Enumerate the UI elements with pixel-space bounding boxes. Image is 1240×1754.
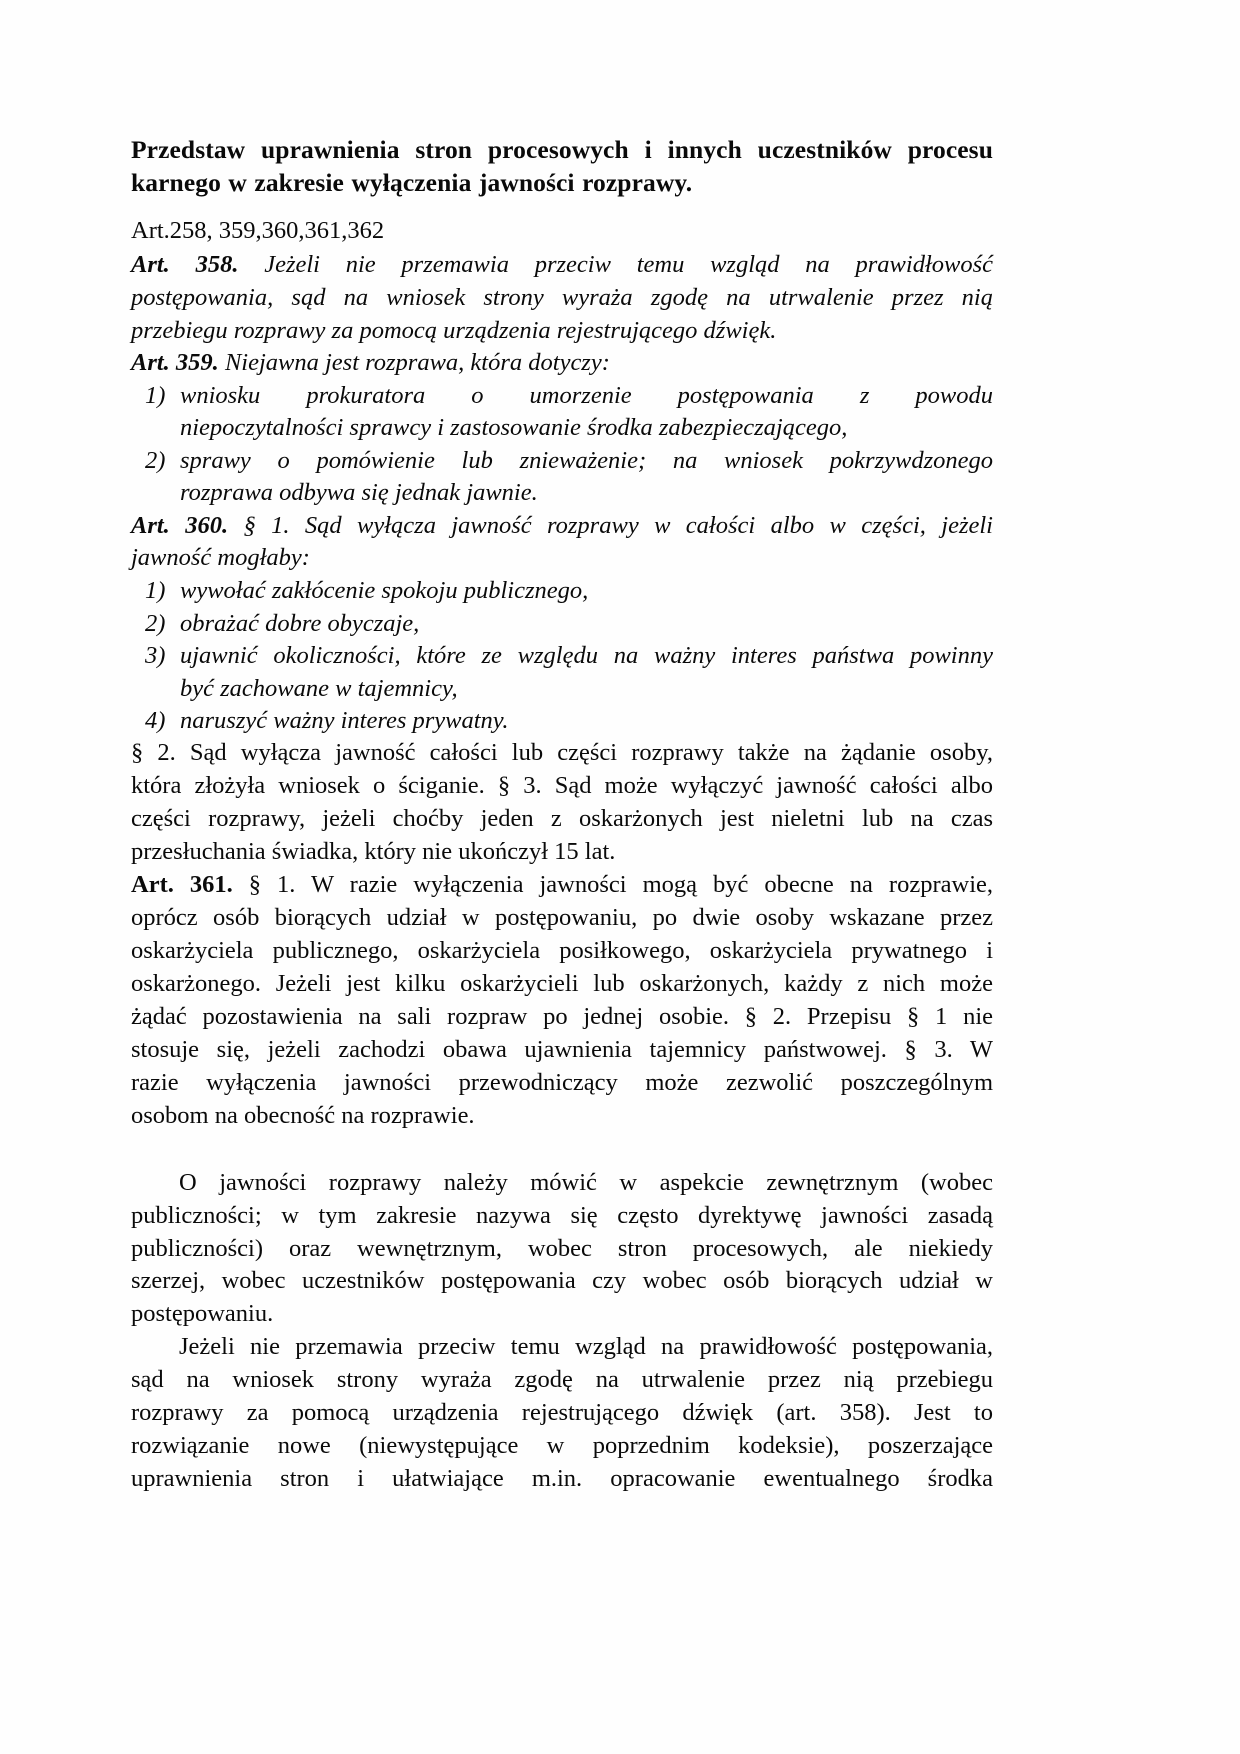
article-360-p2-line-4: przesłuchania świadka, który nie ukończył 15 lat. <box>131 838 616 866</box>
article-361-line-1 <box>131 869 993 902</box>
list-marker: 2) <box>145 446 166 474</box>
list-item-line-1: wywołać zakłócenie spokoju publicznego, <box>180 577 589 605</box>
article-361-text-1: § 1. W razie wyłączenia jawności mogą być obecne na rozprawie, <box>232 871 993 899</box>
page-title-line-1: Przedstaw uprawnienia stron procesowych i innych uczestników procesu <box>131 135 993 164</box>
list-item-line-1: sprawy o pomówienie lub znieważenie; na wniosek pokrzywdzonego <box>180 446 993 474</box>
list-item-line-2: być zachowane w tajemnicy, <box>180 674 458 702</box>
article-360-paragraph-2 <box>131 737 993 869</box>
list-marker: 4) <box>145 706 166 734</box>
commentary-1-text-1: O jawności rozprawy należy mówić w aspekcie zewnętrznym (wobec <box>179 1168 993 1196</box>
article-360-p2-line-3: części rozprawy, jeżeli choćby jeden z oskarżonych jest nieletni lub na czas <box>131 805 993 833</box>
commentary-1-line-3: publiczności) oraz wewnętrznym, wobec stron procesowych, ale niekiedy <box>131 1234 993 1262</box>
commentary-2-line-5: uprawnienia stron i ułatwiające m.in. opracowanie ewentualnego środka <box>131 1465 993 1493</box>
paragraph-spacer <box>131 1133 993 1167</box>
list-item-line-1: naruszyć ważny interes prywatny. <box>180 706 509 734</box>
article-359-label: Art. 359. <box>131 349 219 377</box>
article-358 <box>131 249 993 347</box>
page-title-line-2: karnego w zakresie wyłączenia jawności rozprawy. <box>131 168 693 198</box>
list-item-line-1: ujawnić okoliczności, które ze względu na ważny interes państwa powinny <box>180 642 993 670</box>
article-reference: Art.258, 359,360,361,362 <box>131 217 385 245</box>
commentary-2-text-1: Jeżeli nie przemawia przeciw temu wzgląd na prawidłowość postępowania, <box>179 1333 993 1361</box>
list-item <box>131 640 993 705</box>
article-361-line-8: osobom na obecność na rozprawie. <box>131 1101 475 1129</box>
commentary-1-line-1 <box>131 1167 993 1200</box>
article-360-lead-text-1: § 1. Sąd wyłącza jawność rozprawy w całości albo w części, jeżeli <box>228 511 993 539</box>
page-title <box>131 133 993 199</box>
article-361-line-3: oskarżyciela publicznego, oskarżyciela posiłkowego, oskarżyciela prywatnego i <box>131 937 993 965</box>
list-item-line-2: rozprawa odbywa się jednak jawnie. <box>180 479 538 507</box>
article-360 <box>131 510 993 738</box>
article-360-list <box>131 575 993 737</box>
article-360-lead-line-1 <box>131 510 993 543</box>
article-358-line-a <box>131 249 993 282</box>
commentary-2-line-1 <box>131 1331 993 1364</box>
article-361-line-2: oprócz osób biorących udział w postępowaniu, po dwie osoby wskazane przez <box>131 904 993 932</box>
article-359 <box>131 347 993 510</box>
article-360-p2-line-2: która złożyła wniosek o ściganie. § 3. Sąd może wyłączyć jawność całości albo <box>131 772 993 800</box>
article-360-lead <box>131 510 993 575</box>
article-358-text-1: Jeżeli nie przemawia przeciw temu wzgląd na prawidłowość <box>238 251 994 279</box>
article-360-label: Art. 360. <box>131 511 229 539</box>
article-361 <box>131 869 993 1133</box>
article-361-line-7: razie wyłączenia jawności przewodniczący może zezwolić poszczególnym <box>131 1068 993 1096</box>
article-361-label: Art. 361. <box>131 871 233 899</box>
list-marker: 2) <box>145 609 166 637</box>
list-item-line-1: wniosku prokuratora o umorzenie postępowania z powodu <box>180 381 993 409</box>
article-358-label: Art. 358. <box>131 251 239 279</box>
article-360-p2-line-1: § 2. Sąd wyłącza jawność całości lub części rozprawy także na żądanie osoby, <box>131 739 993 767</box>
commentary-1-line-2: publiczności; w tym zakresie nazywa się często dyrektywę jawności zasadą <box>131 1201 993 1229</box>
article-359-lead-text: Niejawna jest rozprawa, która dotyczy: <box>218 349 610 377</box>
article-358-lines <box>131 249 993 347</box>
list-item <box>131 380 993 445</box>
list-marker: 3) <box>145 642 166 670</box>
article-358-line-c: przebiegu rozprawy za pomocą urządzenia rejestrującego dźwięk. <box>131 316 777 344</box>
article-359-lead <box>131 347 993 380</box>
commentary-1-line-4: szerzej, wobec uczestników postępowania czy wobec osób biorących udział w <box>131 1267 993 1295</box>
article-359-list <box>131 380 993 510</box>
commentary-2-line-2: sąd na wniosek strony wyraża zgodę na utrwalenie przez nią przebiegu <box>131 1366 993 1394</box>
article-361-line-5: żądać pozostawienia na sali rozpraw po jednej osobie. § 2. Przepisu § 1 nie <box>131 1002 993 1030</box>
list-item-line-1: obrażać dobre obyczaje, <box>180 609 420 637</box>
article-359-lead-line <box>131 347 993 380</box>
document-content <box>131 133 993 1496</box>
list-item <box>131 575 993 607</box>
list-item <box>131 608 993 640</box>
list-item <box>131 705 993 737</box>
article-358-line-b: postępowania, sąd na wniosek strony wyraża zgodę na utrwalenie przez nią <box>131 283 993 311</box>
article-360-lead-line-2: jawność mogłaby: <box>131 544 310 572</box>
commentary-paragraph-2 <box>131 1331 993 1496</box>
list-item-line-2: niepoczytalności sprawcy i zastosowanie środka zabezpieczającego, <box>180 414 848 442</box>
article-361-line-4: oskarżonego. Jeżeli jest kilku oskarżycieli lub oskarżonych, każdy z nich może <box>131 969 993 997</box>
commentary-1-line-5: postępowaniu. <box>131 1300 274 1328</box>
commentary-paragraph-1 <box>131 1167 993 1332</box>
list-item <box>131 445 993 510</box>
article-361-line-6: stosuje się, jeżeli zachodzi obawa ujawnienia tajemnicy państwowej. § 3. W <box>131 1035 993 1063</box>
list-marker: 1) <box>145 577 166 605</box>
commentary-2-line-3: rozprawy za pomocą urządzenia rejestrującego dźwięk (art. 358). Jest to <box>131 1399 993 1427</box>
commentary-2-line-4: rozwiązanie nowe (niewystępujące w poprzednim kodeksie), poszerzające <box>131 1432 993 1460</box>
list-marker: 1) <box>145 381 166 409</box>
